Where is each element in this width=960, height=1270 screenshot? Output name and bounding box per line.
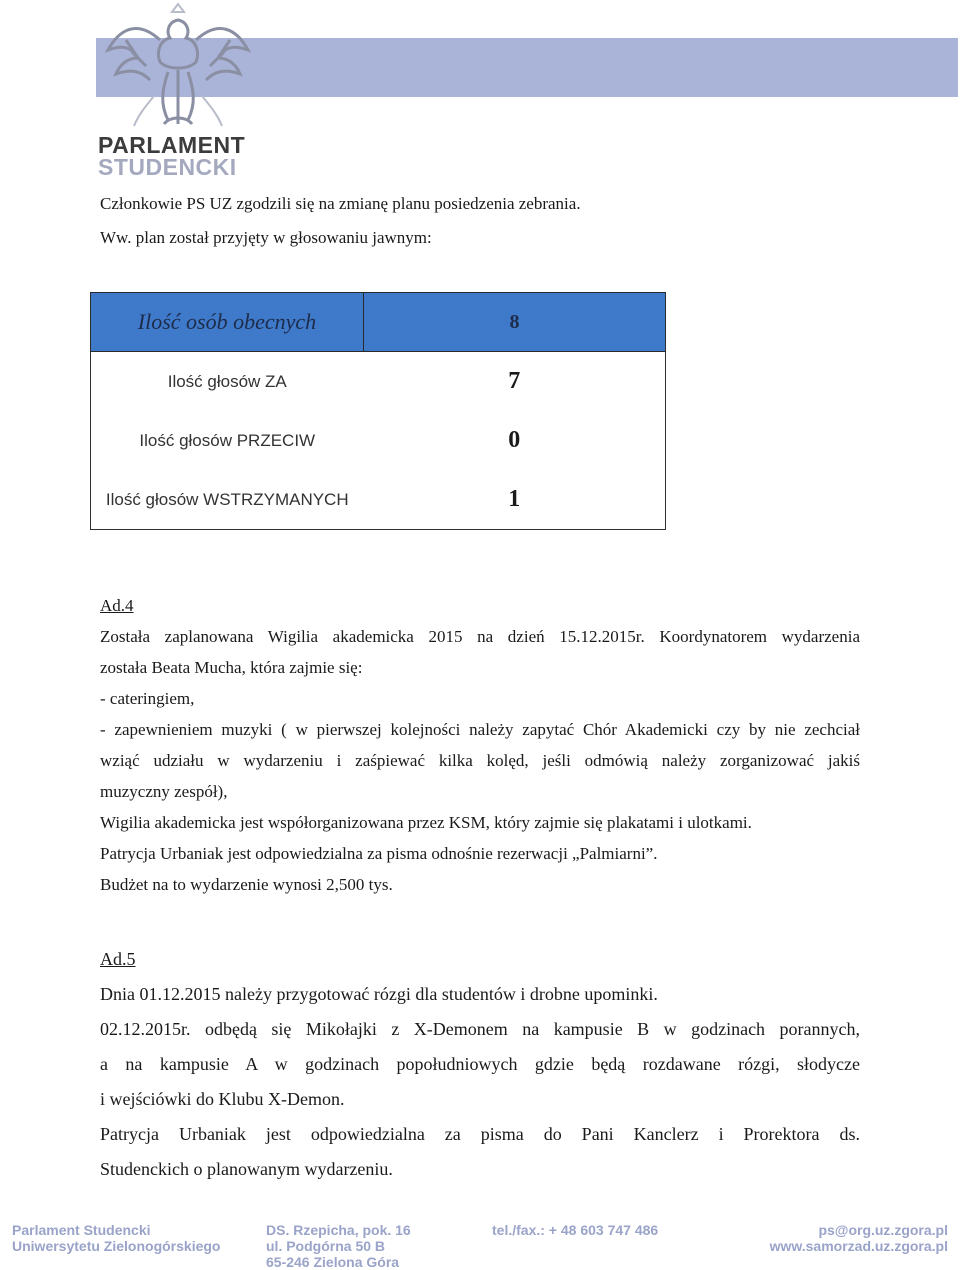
intro-line-2: Ww. plan został przyjęty w głosowaniu jawnym: [100,228,432,247]
table-row [91,470,666,530]
votes-table-header-row [91,293,666,352]
footer-website: www.samorzad.uz.zgora.pl [769,1238,948,1254]
ad5-line: Dnia 01.12.2015 należy przygotować rózgi dla studentów i drobne upominki. [100,984,658,1004]
intro-line-1: Członkowie PS UZ zgodzili się na zmianę planu posiedzenia zebrania. [100,194,581,213]
ad4-line: Budżet na to wydarzenie wynosi 2,500 tys. [100,875,393,894]
votes-abstain-value: 1 [364,470,666,530]
votes-abstain-label: Ilość głosów WSTRZYMANYCH [91,470,364,530]
footer-contact [770,1222,948,1254]
votes-table [90,292,666,530]
table-row [91,411,666,470]
logo [98,0,258,182]
ad4-line: - zapewnieniem muzyki ( w pierwszej kolejności należy zapytać Chór Akademicki czy by nie zechciał [100,720,860,739]
ad5-line: Studenckich o planowanym wydarzeniu. [100,1159,393,1179]
ad5-line: Patrycja Urbaniak jest odpowiedzialna za pisma do Pani Kanclerz i Prorektora ds. [100,1124,860,1144]
votes-for-value: 7 [364,352,666,412]
ad5-heading: Ad.5 [100,949,136,969]
ad5-line: i wejściówki do Klubu X-Demon. [100,1089,345,1109]
votes-against-value: 0 [364,411,666,470]
footer-address-line-3: 65-246 Zielona Góra [266,1254,400,1270]
footer-address-line-2: ul. Podgórna 50 B [266,1238,386,1254]
footer-org-line-1: Parlament Studencki [12,1222,151,1238]
ad4-line: Została zaplanowana Wigilia akademicka 2015 na dzień 15.12.2015r. Koordynatorem wydarzenia [100,627,860,646]
footer-phone [492,1222,658,1238]
ad4-line: została Beata Mucha, która zajmie się: [100,658,363,677]
eagle-emblem-icon [98,0,258,132]
ad4-line: Patrycja Urbaniak jest odpowiedzialna za pisma odnośnie rezerwacji „Palmiarni”. [100,844,658,863]
footer-phone-text: tel./fax.: + 48 603 747 486 [492,1222,659,1238]
section-ad4 [100,590,860,900]
footer-org-line-2: Uniwersytetu Zielonogórskiego [12,1238,221,1254]
ad4-line: - cateringiem, [100,689,195,708]
logo-text-parlament: PARLAMENT [98,132,246,158]
present-count-value: 8 [364,293,666,352]
footer-address [266,1222,411,1270]
ad5-line: a na kampusie A w godzinach popołudniowych gdzie będą rozdawane rózgi, słodycze [100,1054,860,1074]
votes-for-label: Ilość głosów ZA [91,352,364,412]
ad5-line: 02.12.2015r. odbędą się Mikołajki z X-Demonem na kampusie B w godzinach porannych, [100,1019,860,1039]
logo-text-studencki: STUDENCKI [98,154,237,180]
footer-org [12,1222,220,1254]
ad4-line: muzyczny zespół), [100,782,228,801]
footer-address-line-1: DS. Rzepicha, pok. 16 [266,1222,411,1238]
ad4-line: wziąć udziału w wydarzeniu i zaśpiewać kilka kolęd, jeśli odmówią należy zorganizować jakiś [100,751,860,770]
ad4-heading: Ad.4 [100,596,134,615]
ad4-line: Wigilia akademicka jest współorganizowana przez KSM, który zajmie się plakatami i ulotkami. [100,813,752,832]
present-count-label: Ilość osób obecnych [91,293,364,352]
section-ad5 [100,942,860,1187]
table-row [91,352,666,412]
votes-against-label: Ilość głosów PRZECIW [91,411,364,470]
footer-email: ps@org.uz.zgora.pl [818,1222,948,1238]
